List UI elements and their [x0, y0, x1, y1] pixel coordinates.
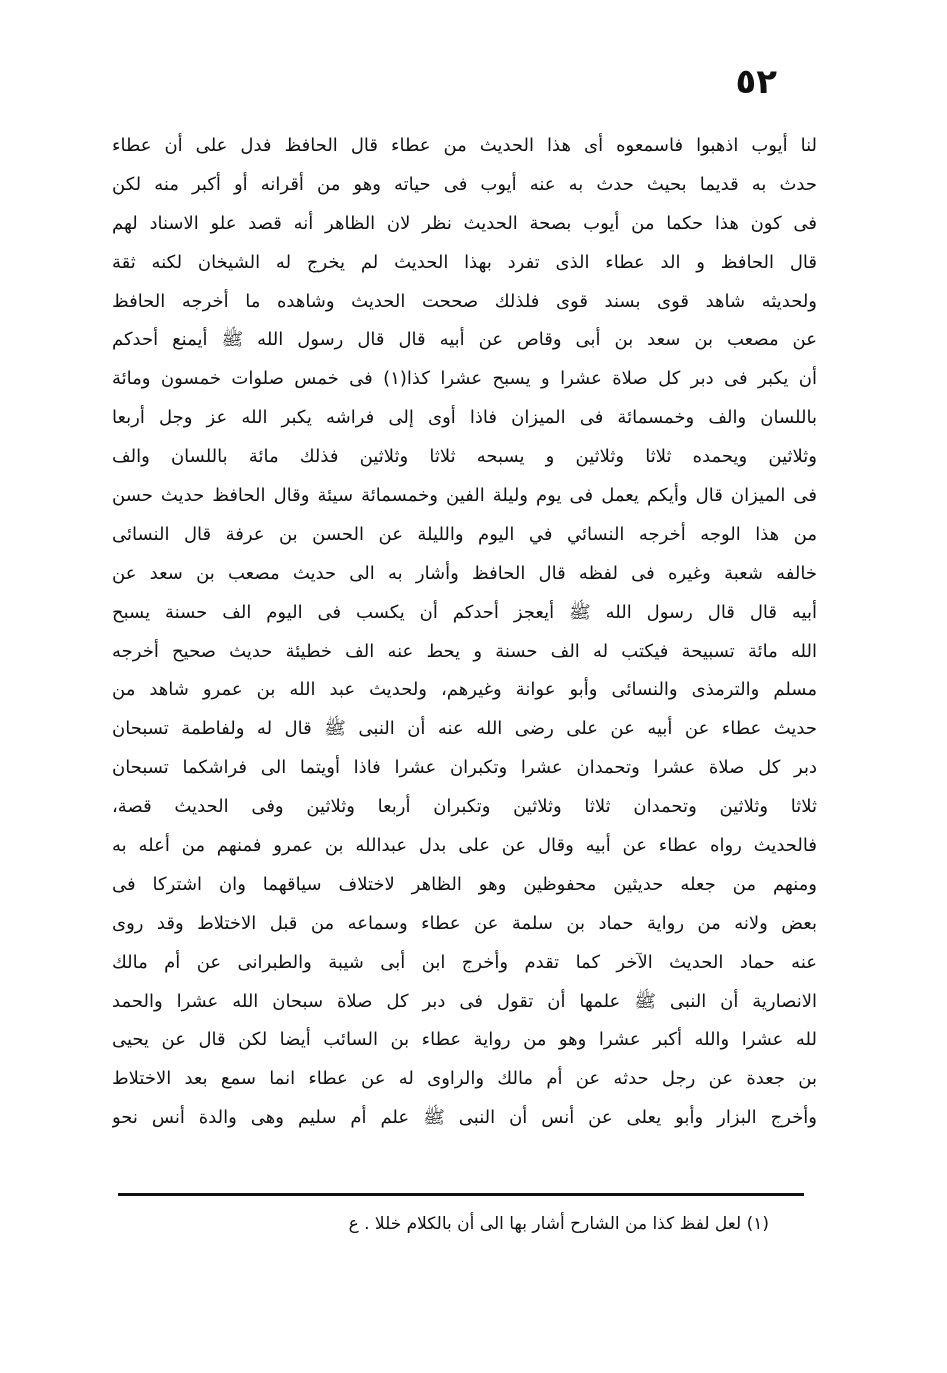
text-line: فى كون هذا حكما من أيوب بصحة الحديث نظر لان الظاهر أنه قصد علو الاسناد لهم [112, 212, 817, 234]
text-line: وأخرج البزار وأبو يعلى عن أنس أن النبى ﷺ علم أم سليم وهى والدة أنس نحو [112, 1107, 817, 1129]
text-line: الله مائة تسبيحة فيكتب له الف حسنة و يحط عنه الف خطيئة حديث صحيح أخرجه [112, 640, 817, 662]
text-line: حديث عطاء عن أبيه عن على رضى الله عنه أن النبى ﷺ قال له ولفاطمة تسبحان [112, 718, 817, 740]
text-line: ثلاثا وثلاثين وتحمدان ثلاثا وثلاثين وتكبران أربعا وثلاثين وفى الحديث قصة، [112, 796, 817, 818]
text-line: باللسان والف وخمسمائة فى الميزان فاذا أوى إلى فراشه يكبر الله عز وجل أربعا [112, 407, 817, 429]
text-line: دبر كل صلاة عشرا وتحمدان عشرا وتكبران عشرا فاذا أويتما الى فراشكما تسبحان [112, 757, 817, 779]
text-line: قال الحافظ و الد عطاء الذى تفرد بهذا الحديث لم يخرج له الشيخان لكنه ثقة [112, 251, 817, 273]
text-line: ولحديثه شاهد قوى بسند قوى فلذلك صححت الحديث وشاهده ما أخرجه الحافظ [112, 290, 817, 312]
text-line: ومنهم من جعله حديثين محفوظين وهو الظاهر لاختلاف سياقهما وان اشتركا فى [112, 873, 817, 895]
text-line: الانصارية أن النبى ﷺ علمها أن تقول فى دبر كل صلاة سبحان الله عشرا والحمد [112, 990, 817, 1012]
text-line: من هذا الوجه أخرجه النسائي في اليوم والليلة عن الحسن بن عرفة قال النسائى [112, 523, 817, 545]
main-text-block [112, 127, 817, 1138]
text-line: لله عشرا والله أكبر عشرا وهو من رواية عطاء بن السائب أيضا لكن قال عن يحيى [112, 1029, 817, 1051]
text-line: فى الميزان قال وأيكم يعمل فى يوم وليلة الفين وخمسمائة سيئة وقال الحافظ حديث حسن [112, 485, 817, 507]
text-line: بن جعدة عن رجل حدثه عن أم مالك والراوى له عن عطاء انما سمع بعد الاختلاط [112, 1068, 817, 1090]
footnote-divider [118, 1193, 804, 1196]
text-line: عن مصعب بن سعد بن أبى وقاص عن أبيه قال قال رسول الله ﷺ أيمنع أحدكم [112, 329, 817, 351]
text-line: مسلم والترمذى والنسائى وأبو عوانة وغيرهم، ولحديث عبد الله بن عمرو شاهد من [112, 679, 817, 701]
text-line: حدث به قديما بحيث حدث به عنه أيوب فى حياته وهو من أقرانه أو أكبر منه لكن [112, 173, 817, 195]
text-line: خالفه شعبة وغيره فى لفظه قال الحافظ وأشار به الى حديث مصعب بن سعد عن [112, 562, 817, 584]
text-line: بعض ولانه من رواية حماد بن سلمة عن عطاء وسماعه من قبل الاختلاط وقد روى [112, 912, 817, 934]
text-line: فالحديث رواه عطاء عن أبيه وقال عن على بدل عبدالله بن عمرو فمنهم من أعله به [112, 835, 817, 857]
footnote: (١) لعل لفظ كذا من الشارح أشار بها الى أن بالكلام خللا . ع [348, 1214, 769, 1234]
text-line: أن يكبر فى دبر كل صلاة عشرا و يسبح عشرا كذا(١) فى خمس صلوات خمسون ومائة [112, 368, 817, 390]
text-line: وثلاثين ويحمده ثلاثا وثلاثين و يسبحه ثلاثا وثلاثين فذلك مائة باللسان والف [112, 446, 817, 468]
text-line: أبيه قال قال رسول الله ﷺ أيعجز أحدكم أن يكسب فى اليوم الف حسنة يسبح [112, 601, 817, 623]
text-line: لنا أيوب اذهبوا فاسمعوه أى هذا الحديث من عطاء قال الحافظ فدل على أن عطاء [112, 135, 817, 156]
page-number: ٥٢ [735, 62, 777, 102]
text-line: عنه حماد الحديث الآخر كما تقدم وأخرج ابن أبى شيبة والطبرانى عن أم مالك [112, 951, 817, 973]
